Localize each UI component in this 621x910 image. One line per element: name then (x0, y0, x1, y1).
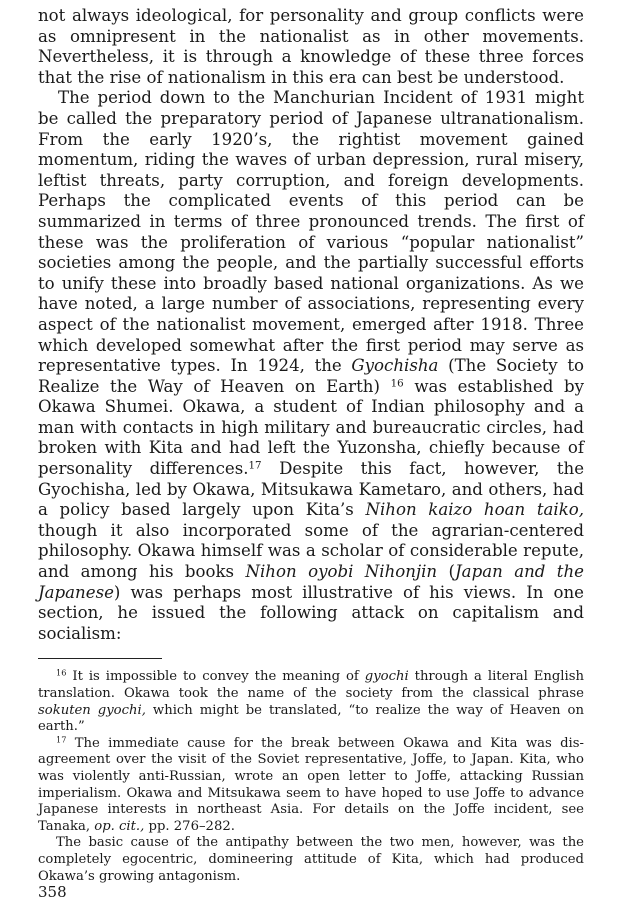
italic-op-cit: op. cit., (94, 818, 145, 834)
text-run: The immediate cause for the break between Okawa and Kita was disagreement over the visit of the Soviet representative, Joffe, to Japan. Kita, who was violently anti-Russian, wrote an open letter to Joffe, attacking Russian imperialism. Okawa and Mitsukawa seem to have hoped to use Joffe to advance Japanese interests in northeast Asia. For details on the Joffe incident, see Tanaka, (38, 735, 584, 834)
footnote-divider (38, 658, 162, 659)
footnotes (38, 669, 584, 885)
italic-gyochisha: Gyochisha (351, 356, 439, 376)
text-run: (The Society to Realize the Way of Heaven on Earth) (38, 356, 584, 396)
paren-open: ( (448, 562, 456, 582)
text-run: which might be translated, “to realize the way of Heaven on earth.” (38, 702, 584, 735)
italic-nihon-kaizo: Nihon kaizo hoan taiko, (365, 500, 585, 520)
text-run: was perhaps most illustrative of his views. In one section, he issued the following attack on capitalism and socialism: (38, 582, 584, 643)
footnote-number: 16 (56, 667, 67, 678)
italic-nihon-oyobi: Nihon oyobi Nihonjin (245, 562, 438, 582)
text-run: Despite this fact, however, the Gyochisha, led by Okawa, Mitsukawa Kametaro, and others, had a policy based largely upon Kita’s (38, 459, 585, 520)
text-run: The period down to the Manchurian Incident of 1931 might be called the preparatory period of Japanese ultranationalism. From the early 1920’s, the rightist movement gained momentum, riding the waves of urban depression, rural misery, leftist threats, party corruption, and foreign developments. Perhaps the complicated events of this period can be summarized in terms of three pronounced trends. The first of these was the proliferation of various “popular nationalist” societies among the people, and the partially successful efforts to unify these into broadly based national organizations. As we have noted, a large number of associations, representing every aspect of the nationalist movement, emerged after 1918. Three which developed somewhat after the first period may serve as representative types. In 1924, the (38, 88, 584, 376)
text-run: was established by Okawa Shumei. Okawa, a student of Indian philosophy and a man with contacts in high military and bureaucratic circles, had broken with Kita and had left the Yuzonsha, chiefly because of personality differences. (38, 376, 585, 479)
text-run: It is impossible to convey the meaning of (72, 669, 359, 685)
footnote-16 (38, 669, 584, 735)
italic-gyochi: gyochi (364, 669, 409, 685)
paragraph-continued: not always ideological, for personality and group conflicts were as omnipresent in the nationalist as in other movements. Nevertheless, it is through a knowledge of these three forces that the rise of nationalism in this era can best be understood. (38, 6, 584, 87)
footnote-ref-16[interactable]: 16 (390, 377, 404, 390)
paragraph-preparatory-period (38, 88, 584, 644)
italic-japan-title: Japan and the Japanese (38, 562, 584, 602)
text-run: through a literal English translation. Okawa took the name of the society from the classical phrase (38, 669, 584, 701)
page-number: 358 (38, 883, 67, 901)
footnote-17-continued: The basic cause of the antipathy between the two men, however, was the completely egocentric, domineering attitude of Kita, which had produced Okawa’s growing antagonism. (38, 835, 584, 884)
page (38, 6, 584, 885)
italic-sokuten: sokuten gyochi, (38, 702, 146, 718)
footnote-ref-17[interactable]: 17 (248, 459, 262, 472)
footnote-number: 17 (56, 734, 67, 745)
text-run: though it also incorporated some of the agrarian-centered philosophy. Okawa himself was a scholar of considerable repute, and among his books (38, 520, 584, 582)
paren-close: ) (113, 582, 121, 602)
footnote-17 (38, 736, 584, 836)
main-text (38, 6, 584, 644)
text-run: pp. 276–282. (148, 818, 235, 834)
